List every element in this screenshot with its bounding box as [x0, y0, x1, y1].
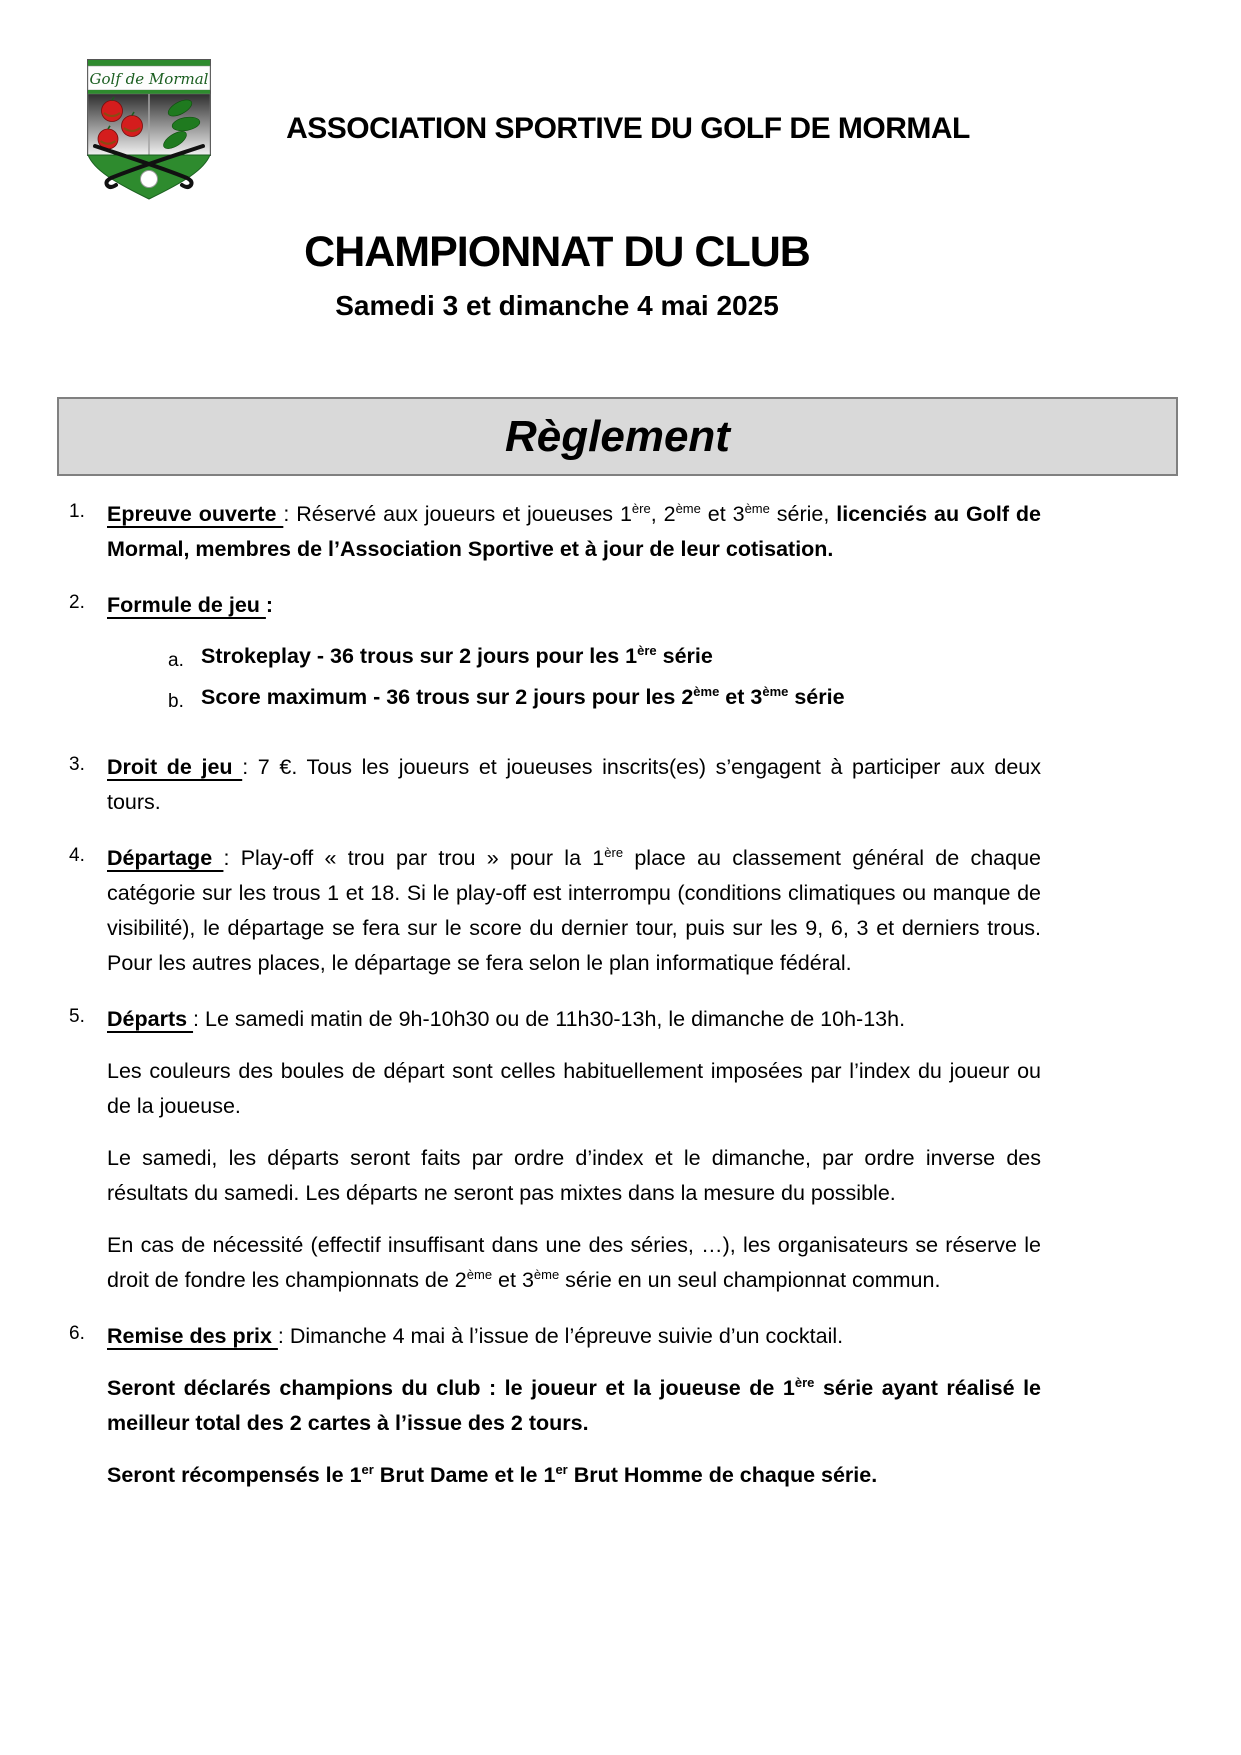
rule-paragraph: Formule de jeu :	[107, 593, 274, 617]
rule-body	[107, 841, 1041, 981]
rule-subitem	[168, 681, 1041, 719]
rule-item	[57, 1319, 1041, 1493]
rule-paragraph: En cas de nécessité (effectif insuffisant dans une des séries, …), les organisateurs se réserve le droit de fondre les championnats de 2ème et 3ème série en un seul championnat commun.	[107, 1233, 1041, 1292]
reglement-banner-title: Règlement	[505, 411, 730, 461]
association-title: ASSOCIATION SPORTIVE DU GOLF DE MORMAL	[286, 112, 970, 145]
rule-body	[107, 588, 1041, 729]
rule-body	[107, 1002, 1041, 1298]
rule-body	[107, 497, 1041, 567]
rule-item	[57, 750, 1041, 820]
reglement-banner	[57, 397, 1178, 476]
subitem-text: Strokeplay - 36 trous sur 2 jours pour les 1ère série	[201, 642, 713, 668]
subitem-text: Score maximum - 36 trous sur 2 jours pour les 2ème et 3ème série	[201, 683, 845, 709]
rule-number: 2.	[69, 592, 85, 613]
rule-number: 1.	[69, 501, 85, 522]
rule-number: 6.	[69, 1323, 85, 1344]
rule-paragraph: Le samedi, les départs seront faits par ordre d’index et le dimanche, par ordre inverse des résultats du samedi. Les départs ne seront pas mixtes dans la mesure du possible.	[107, 1146, 1041, 1205]
rule-item	[57, 1002, 1041, 1298]
rule-item	[57, 841, 1041, 981]
rule-body	[107, 750, 1041, 820]
rule-body	[107, 1319, 1041, 1493]
rule-number: 3.	[69, 754, 85, 775]
golf-ball-icon	[141, 171, 158, 188]
rule-paragraph: Epreuve ouverte : Réservé aux joueurs et joueuses 1ère, 2ème et 3ème série, licenciés au Golf de Mormal, membres de l’Association Sportive et à jour de leur cotisation.	[107, 500, 1041, 561]
rule-subitem	[168, 640, 1041, 678]
rule-paragraph: Départs : Le samedi matin de 9h-10h30 ou de 11h30-13h, le dimanche de 10h-13h.	[107, 1007, 906, 1031]
rule-item	[57, 497, 1041, 567]
rule-item	[57, 588, 1041, 729]
event-date: Samedi 3 et dimanche 4 mai 2025	[335, 290, 779, 321]
club-logo	[85, 58, 213, 204]
rule-paragraph: Remise des prix : Dimanche 4 mai à l’issue de l’épreuve suivie d’un cocktail.	[107, 1324, 844, 1348]
logo-club-name: Golf de Mormal	[89, 70, 209, 88]
rule-paragraph: Seront déclarés champions du club : le joueur et la joueuse de 1ère série ayant réalisé le meilleur total des 2 cartes à l’issue des 2 tours.	[107, 1374, 1041, 1435]
rule-paragraph: Les couleurs des boules de départ sont celles habituellement imposées par l’index du joueur ou de la joueuse.	[107, 1059, 1041, 1118]
subitem-marker: a.	[168, 650, 184, 671]
rules-list	[57, 497, 1041, 1514]
club-crest-icon	[85, 58, 213, 204]
rule-paragraph: Départage : Play-off « trou par trou » pour la 1ère place au classement général de chaque catégorie sur les trous 1 et 18. Si le play-off est interrompu (conditions climatiques ou manque de visibilité), le départage se fera sur le score du dernier tour, puis sur les 9, 6, 3 et derniers trous. Pour les autres places, le départage se fera selon le plan informatique fédéral.	[107, 844, 1041, 975]
rule-paragraph: Seront récompensés le 1er Brut Dame et le 1er Brut Homme de chaque série.	[107, 1461, 878, 1487]
subitem-marker: b.	[168, 691, 184, 712]
rule-number: 4.	[69, 845, 85, 866]
event-title: CHAMPIONNAT DU CLUB	[304, 228, 810, 276]
rule-number: 5.	[69, 1006, 85, 1027]
rule-paragraph: Droit de jeu : 7 €. Tous les joueurs et joueuses inscrits(es) s’engagent à participer aux deux tours.	[107, 755, 1042, 814]
rule-sublist	[168, 640, 1041, 719]
